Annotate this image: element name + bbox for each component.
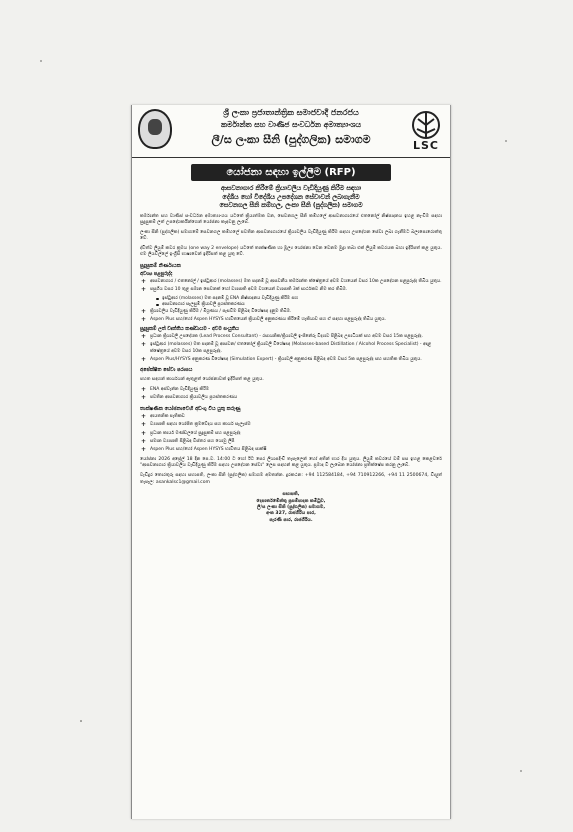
list-item: + ඉස්ටුආර (molasses) මත පදනම් වූ ආසවන/ එතනෝල් ක්‍රියාවලි විශේෂඥ (Molasses-based Distillation / Alcohol Process Specialist) - අදාළ ක්ෂේත්‍රයේ අවම වසර 10ක පළපුරුද්ද. bbox=[150, 342, 442, 355]
header-line-2: කර්මාන්ත සහ වාණිජ සංවර්ධන අමාත්‍යාංශය bbox=[220, 120, 362, 129]
general-requirements-list-cont bbox=[132, 309, 450, 324]
general-requirements-list bbox=[132, 279, 450, 294]
contact-paragraph: වැඩිදුර තොරතුරු සඳහා සභාපති, ලංකා සීනි (පුද්ගලික) සමාගම අමතන්න. දුරකථන: +94 112584184, +94 710912266, +94 11 2500674, විද්‍යුත් තැපෑල: asankalsc1@gmail.com bbox=[140, 472, 442, 485]
list-item: + පවතින ආසවනාගාර ක්‍රියාවලිය ප්‍රශස්තකරණය bbox=[150, 395, 442, 401]
rfp-banner: යෝජනා සඳහා ඉල්ලීම (RFP) bbox=[191, 164, 391, 181]
general-sub-list bbox=[132, 296, 450, 308]
list-item: + ක්‍රියාවලිය වැඩිදියුණු කිරීම / මිශ්‍රණය / පැසවීම පිළිබඳ විශේෂඥ දැනුම තිබීම. bbox=[150, 309, 442, 315]
list-item: + සමාන ව්‍යාපෘති පිළිබඳ විස්තර සහ යොමු ලිපි bbox=[150, 439, 442, 445]
section-title-technical: තාක්ෂණික යෝජනාවෙහි අඩංගු විය යුතු කරුණු bbox=[140, 405, 241, 412]
list-item: + Aspen Plus/HYSYS අනුකරණ විශේෂඥ (Simulation Expert) - ක්‍රියාවලි අනුකරණ පිළිබඳ අවම වසර 5ක පළපුරුද්ද සහ සහතික තිබිය යුතුය. bbox=[150, 357, 442, 363]
list-item: + ප්‍රධාන ක්‍රියාවලි උපදේශක (Lead Process Consultant) - රසායනික/ක්‍රියාවලි ඉංජිනේරු විද්‍යාව පිළිබඳ උපාධියක් සහ අවම වසර 15ක පළපුරුද්ද. bbox=[150, 334, 442, 340]
scope-intro: පහත සඳහන් කාර්යයන් ඇතුළත් යෝජනාවක් ඉදිරිපත් කළ යුතුය. bbox=[140, 377, 264, 383]
signature-line: සභාපති, bbox=[282, 492, 300, 498]
header-line-1: ශ්‍රී ලංකා ප්‍රජාතාන්ත්‍රික සමාජවාදී ජනරජය bbox=[223, 108, 359, 117]
intro-paragraph: කර්මාන්ත සහ වාණිජ සංවර්ධන අමාත්‍යාංශය යටතේ ක්‍රියාත්මක වන, සෙවනගල සීනි කම්හලේ ආසවනාගාරයේ එතනෝල් නිෂ්පාදනය ඉහළ නැංවීම සඳහා සුදුසුකම් ලත් උපදේශකයින්ගෙන් යෝජනා කැඳවනු ලැබේ. bbox=[140, 213, 442, 226]
national-emblem-icon bbox=[138, 109, 172, 149]
list-item: + පසුගිය වසර 10 තුළ සමාන සෙවනක් හෝ ව්‍යාපෘති අවම වශයෙන් ව්‍යාපෘති 3ක් සාර්ථකව නිම කර තිබීම. bbox=[150, 287, 442, 293]
section-title-eligibility: සුදුසුකම් නිර්ණායක bbox=[140, 263, 181, 270]
team-list bbox=[132, 334, 450, 364]
section-title-team: සුදුසුකම් ලත් වෘත්තීය කණ්ඩායම - අවම සංයුතිය bbox=[140, 326, 239, 332]
list-item: + ආයතනික පැතිකඩ bbox=[150, 414, 442, 420]
subheading bbox=[132, 185, 450, 211]
subheading-line: සෙවනගල සීනි කම්හල, ලංකා සීනි (පුද්ගලික) සමාගම bbox=[219, 202, 363, 209]
intro-paragraph: ද්විත්ව ලියුම් කවර ක්‍රමය (one way 2 envelope) යටතේ තාක්ෂණික හා මූල්‍ය යෝජනා වෙන වෙනම මුද්‍රා තබා එක් ලියුම් කවරයක බහා ඉදිරිපත් කළ යුතුය. එම ලියවිල්ලේ ඉංග්‍රීසි භාෂාවෙන් ඉදිරිපත් කළ යුතු වේ. bbox=[140, 245, 442, 258]
newspaper-advertisement bbox=[131, 105, 451, 819]
company-name: ලී/ස ලංකා සීනි (පුද්ගලික) සමාගම bbox=[211, 133, 371, 146]
technical-list bbox=[132, 414, 450, 454]
scope-list bbox=[132, 387, 450, 402]
signature-line: අංක 327, රාජගිරිය පාර, bbox=[266, 511, 316, 517]
section-title-general: අවශ්‍ය පළපුරුද්ද bbox=[140, 272, 173, 278]
ad-header bbox=[132, 105, 450, 158]
list-item: + Aspen Plus සහ/හෝ Aspen HYSYS භාවිතය පිළිබඳ සාක්ෂි bbox=[150, 447, 442, 453]
subheading-line: ආසවනාගාර කිරීමේ ක්‍රියාවලිය වැඩිදියුණු කිරීම සඳහා bbox=[220, 185, 362, 192]
list-item: + Aspen Plus සහ/හෝ Aspen HYSYS භාවිතයෙන් ක්‍රියාවලි අනුකරණය කිරීමේ හැකියාව සහ ඒ සඳහා පළපුරුද්ද තිබිය යුතුය. bbox=[150, 317, 442, 323]
scan-speck bbox=[505, 140, 507, 142]
scan-speck bbox=[40, 60, 42, 62]
subheading-line: දේශීය හෝ විදේශීය උපදේශන සේවාවන් ලබාගැනීම bbox=[222, 193, 360, 201]
list-item: ඉස්ටුආර (molasses) මත පදනම් වූ ENA නිෂ්පාදනය වැඩිදියුණු කිරීම සහ bbox=[162, 296, 442, 302]
scan-speck bbox=[80, 720, 82, 722]
lsc-logo-text: LSC bbox=[412, 139, 439, 152]
list-item: + ව්‍යාපෘති සඳහා යෝජිත ක්‍රමවේදය සහ කාර්ය සැලැස්ම bbox=[150, 422, 442, 428]
signature-block bbox=[132, 492, 450, 524]
signature-line: දෙපාර්තමේන්තු ප්‍රසම්පාදන කමිටුව, bbox=[256, 498, 326, 504]
list-item: ආසවනාගාර සැලසුම් ක්‍රියාවලි ප්‍රශස්තකරණය bbox=[162, 302, 442, 308]
list-item: + ආසවනාගාර / එතනෝල් / ඉස්ටුආර (molasses) මත පදනම් වූ ආසවනීය කර්මාන්ත ක්ෂේත්‍රයේ අවම වශයෙන් වසර 10ක උපදේශන පළපුරුද්ද තිබිය යුතුය. bbox=[150, 279, 442, 285]
scan-speck bbox=[520, 770, 522, 772]
intro-paragraph: ලංකා සීනි (පුද්ගලික) සමාගමේ සෙවනගල කම්හලේ පවතින ආසවනාගාරයේ ක්‍රියාවලිය වැඩිදියුණු කිරීම සඳහා උපදේශන සේවා ලබා ගැනීමට බලාපොරොත්තු වේ. bbox=[140, 229, 442, 242]
closing-paragraph: යෝජනා 2026 අප්‍රේල් 18 දින පෙ.ව. 14:00 ට හෝ ඊට පෙර ලියාපදිංචි තැපෑලෙන් හෝ අතින් භාර දිය යුතුය. ලියුම් කවරයේ වම් පස ඉහළ කෙළවරේ "ආසවනාගාර ක්‍රියාවලිය වැඩිදියුණු කිරීම සඳහා උපදේශන සේවා" ලෙස සඳහන් කළ යුතුය. ප්‍රමාද වී ලැබෙන යෝජනා ප්‍රතික්ෂේප කරනු ලැබේ. bbox=[140, 456, 442, 469]
section-title-scope: අපේක්ෂිත සේවා පරාසය bbox=[140, 367, 193, 374]
list-item: + ප්‍රධාන කාර්ය මණ්ඩලයේ සුදුසුකම් සහ පළපුරුද්ද bbox=[150, 431, 442, 437]
signature-line: පැරණි පාර, රාජගිරිය. bbox=[269, 517, 313, 523]
list-item: + ENA අස්වැන්න වැඩිදියුණු කිරීම bbox=[150, 387, 442, 393]
signature-line: ලී/ස ලංකා සීනි (පුද්ගලික) සමාගම, bbox=[256, 504, 326, 510]
